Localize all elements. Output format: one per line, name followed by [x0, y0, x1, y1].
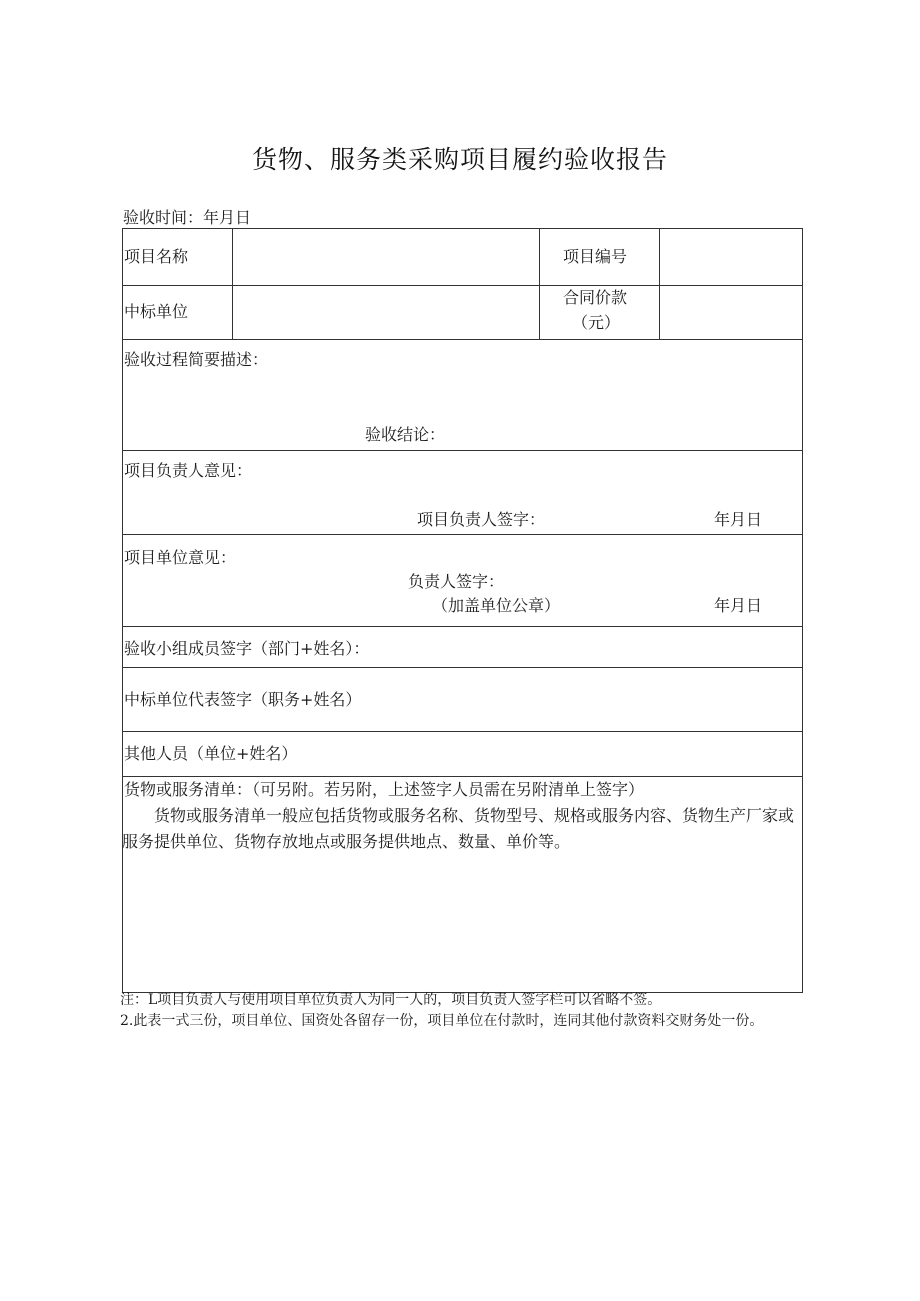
row-divider: [122, 626, 803, 627]
note-1: 注：L项目负责人与使用项目单位负责人为同一人的，项目负责人签字栏可以省略不签。: [120, 992, 662, 1008]
column-divider: [659, 228, 660, 339]
row-divider: [122, 450, 803, 451]
team-signature-label: 验收小组成员签字（部门+姓名）：: [124, 639, 370, 658]
unit-seal-label: （加盖单位公章）: [432, 596, 561, 615]
manager-opinion-label: 项目负责人意见：: [124, 461, 253, 480]
row-divider: [122, 731, 803, 732]
column-divider: [539, 228, 540, 339]
goods-list-description: 货物或服务清单一般应包括货物或服务名称、货物型号、规格或服务内容、货物生产厂家或服务提供单位、货物存放地点或服务提供地点、数量、单价等。: [122, 806, 795, 851]
contract-price-field[interactable]: [661, 287, 801, 338]
winning-bidder-label: 中标单位: [124, 302, 189, 321]
project-name-field[interactable]: [234, 230, 537, 284]
process-description-label: 验收过程简要描述：: [124, 350, 269, 369]
goods-list-label: 货物或服务清单：（可另附。若另附，上述签字人员需在另附清单上签字）: [124, 780, 645, 799]
note-2: 2.此表一式三份，项目单位、国资处各留存一份，项目单位在付款时，连同其他付款资料交财务处一份。: [120, 1013, 764, 1029]
unit-opinion-label: 项目单位意见：: [124, 548, 237, 567]
project-number-label: 项目编号: [563, 247, 628, 266]
acceptance-time: 验收时间：年月日: [123, 208, 252, 227]
manager-date: 年月日: [714, 510, 763, 529]
contract-price-unit: （元）: [572, 313, 621, 332]
unit-signature-label: 负责人签字：: [408, 572, 505, 591]
project-name-label: 项目名称: [124, 247, 189, 266]
unit-date: 年月日: [714, 596, 763, 615]
page-title: 货物、服务类采购项目履约验收报告: [251, 145, 668, 174]
winning-bidder-field[interactable]: [234, 287, 537, 338]
others-label: 其他人员（单位+姓名）: [124, 744, 298, 763]
project-number-field[interactable]: [661, 230, 801, 284]
manager-signature-label: 项目负责人签字：: [417, 510, 546, 529]
row-divider: [122, 667, 803, 668]
column-divider: [232, 228, 233, 339]
bidder-rep-label: 中标单位代表签字（职务+姓名）: [124, 690, 362, 709]
row-divider: [122, 339, 803, 340]
contract-price-label: 合同价款: [563, 288, 628, 307]
row-divider: [122, 776, 803, 777]
row-divider: [122, 534, 803, 535]
conclusion-label: 验收结论：: [365, 425, 446, 444]
row-divider: [122, 285, 803, 286]
